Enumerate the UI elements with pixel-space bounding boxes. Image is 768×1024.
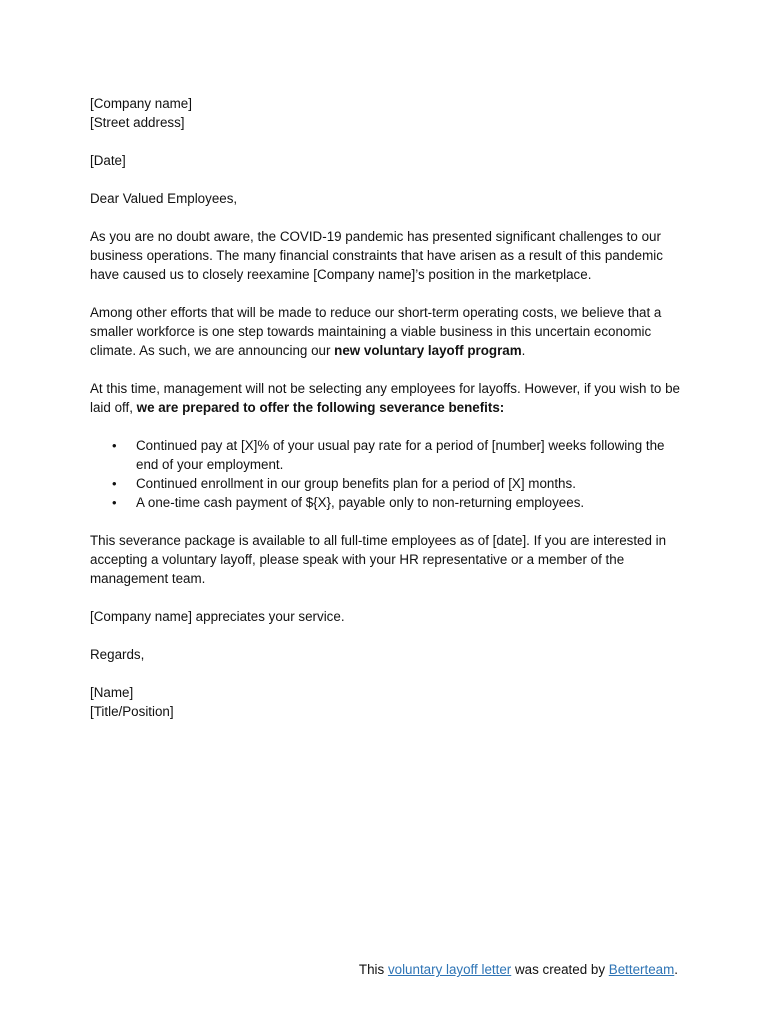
footer-middle: was created by bbox=[511, 962, 609, 977]
paragraph-workforce-text: Among other efforts that will be made to reduce our short-term operating costs, we believe that a smaller workforce is one step towards maintaining a viable business in this uncertain economic climate. As such, we are announcing our bbox=[90, 305, 662, 358]
benefit-text: A one-time cash payment of ${X}, payable only to non-returning employees. bbox=[136, 495, 585, 510]
list-item bbox=[90, 436, 690, 474]
paragraph-selection-text: At this time, management will not be selecting any employees for layoffs. However, if you wish to be laid off, bbox=[90, 381, 680, 415]
signer-name: [Name] bbox=[90, 685, 134, 700]
bullet-icon: • bbox=[112, 476, 117, 491]
benefit-text: Continued enrollment in our group benefits plan for a period of [X] months. bbox=[136, 476, 576, 491]
paragraph-availability: This severance package is available to all full-time employees as of [date]. If you are interested in accepting a voluntary layoff, please speak with your HR representative or a member of the management team. bbox=[90, 533, 667, 586]
benefits-list bbox=[90, 436, 690, 512]
severance-offer-bold: we are prepared to offer the following severance benefits: bbox=[136, 400, 505, 415]
letter-date: [Date] bbox=[90, 153, 126, 168]
signer-title: [Title/Position] bbox=[90, 704, 174, 719]
voluntary-layoff-letter-link[interactable]: voluntary layoff letter bbox=[387, 962, 512, 977]
footer-suffix: . bbox=[674, 962, 678, 977]
list-item bbox=[90, 493, 690, 512]
betterteam-link[interactable]: Betterteam bbox=[608, 962, 675, 977]
footer-credit bbox=[359, 960, 678, 979]
benefit-text: Continued pay at [X]% of your usual pay rate for a period of [number] weeks following the end of your employment. bbox=[136, 438, 665, 472]
bullet-icon: • bbox=[112, 438, 117, 453]
bullet-icon: • bbox=[112, 495, 117, 510]
closing-line: Regards, bbox=[90, 647, 145, 662]
list-item bbox=[90, 474, 690, 493]
salutation: Dear Valued Employees, bbox=[90, 191, 238, 206]
footer-prefix: This bbox=[358, 962, 388, 977]
paragraph-workforce bbox=[90, 303, 690, 360]
letter-body bbox=[90, 94, 690, 740]
paragraph-covid: As you are no doubt aware, the COVID-19 pandemic has presented significant challenges to our business operations. The many financial constraints that have arisen as a result of this pandemic have caused us to closely reexamine [Company name]’s position in the marketplace. bbox=[90, 229, 663, 282]
appreciation-line: [Company name] appreciates your service. bbox=[90, 609, 345, 624]
street-address: [Street address] bbox=[90, 115, 185, 130]
program-name-bold: new voluntary layoff program bbox=[334, 343, 522, 358]
company-name: [Company name] bbox=[90, 96, 192, 111]
paragraph-selection bbox=[90, 379, 690, 417]
paragraph-workforce-end: . bbox=[521, 343, 526, 358]
